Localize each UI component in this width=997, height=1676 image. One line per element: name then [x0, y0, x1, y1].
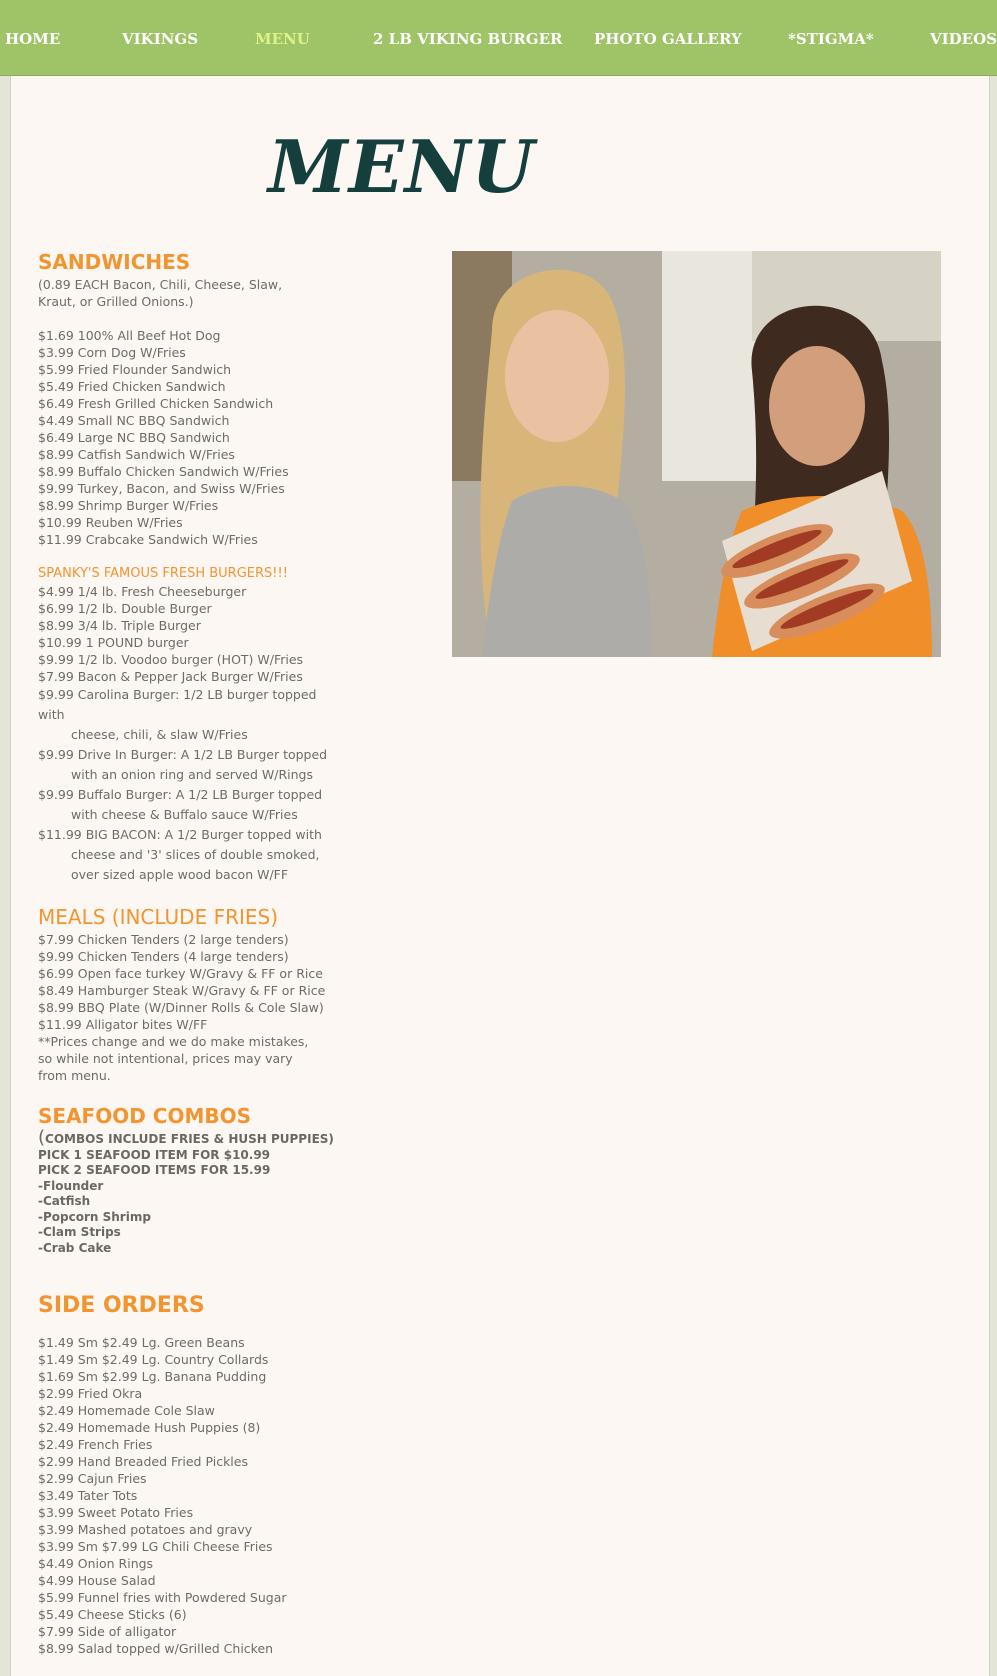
seafood-item: -Crab Cake	[38, 1240, 112, 1255]
menu-item: $4.49 Small NC BBQ Sandwich	[38, 413, 230, 428]
menu-item: $11.99 Crabcake Sandwich W/Fries	[38, 532, 258, 547]
menu-item: $7.99 Bacon & Pepper Jack Burger W/Fries	[38, 669, 303, 684]
menu-item: $8.99 Shrimp Burger W/Fries	[38, 498, 219, 513]
seafood-item: -Clam Strips	[38, 1225, 121, 1239]
menu-item: $5.49 Cheese Sticks (6)	[38, 1607, 187, 1622]
nav-stigma[interactable]: *STIGMA*	[788, 30, 874, 48]
menu-item: $2.49 Homemade Cole Slaw	[38, 1403, 215, 1418]
menu-item: $1.49 Sm $2.49 Lg. Green Beans	[38, 1335, 245, 1350]
nav-viking-burger[interactable]: 2 LB VIKING BURGER	[373, 30, 563, 48]
menu-item: $8.99 3/4 lb. Triple Burger	[38, 618, 201, 633]
section-heading: SANDWICHES	[38, 250, 191, 274]
menu-item: $6.49 Fresh Grilled Chicken Sandwich	[38, 396, 274, 411]
section-heading: SIDE ORDERS	[38, 1293, 205, 1318]
menu-item: $8.49 Hamburger Steak W/Gravy & FF or Rice	[38, 983, 326, 998]
menu-item: $5.49 Fried Chicken Sandwich	[38, 379, 226, 394]
menu-item: $5.99 Fried Flounder Sandwich	[38, 362, 232, 377]
combo-note: (COMBOS INCLUDE FRIES & HUSH PUPPIES)	[38, 1127, 334, 1148]
nav-videos[interactable]: VIDEOS	[930, 30, 997, 48]
menu-item: $8.99 Catfish Sandwich W/Fries	[38, 447, 235, 462]
menu-column	[38, 248, 338, 1657]
seafood-item: -Flounder	[38, 1178, 104, 1193]
nav-vikings[interactable]: VIKINGS	[122, 30, 199, 48]
menu-item: $4.49 Onion Rings	[38, 1556, 154, 1571]
hot-dogs-photo	[452, 251, 941, 657]
menu-item: $10.99 1 POUND burger	[38, 635, 189, 650]
menu-item: $3.99 Sm $7.99 LG Chili Cheese Fries	[38, 1539, 273, 1554]
menu-item: $11.99 BIG BACON: A 1/2 Burger topped with cheese and '3' slices of double smoked, over sized apple wood bacon W/FF	[38, 827, 322, 882]
menu-item: $9.99 Carolina Burger: 1/2 LB burger topped with cheese, chili, & slaw W/Fries	[38, 687, 317, 742]
menu-item: $9.99 Turkey, Bacon, and Swiss W/Fries	[38, 481, 285, 496]
menu-item: $8.99 Buffalo Chicken Sandwich W/Fries	[38, 464, 289, 479]
top-navigation	[0, 0, 997, 76]
sides-section	[38, 1292, 338, 1657]
meals-section	[38, 903, 338, 1084]
menu-item: $9.99 1/2 lb. Voodoo burger (HOT) W/Fries	[38, 652, 304, 667]
menu-item: $4.99 House Salad	[38, 1573, 156, 1588]
nav-menu[interactable]: MENU	[255, 30, 310, 48]
combo-price: PICK 1 SEAFOOD ITEM FOR $10.99	[38, 1147, 271, 1162]
menu-item: $9.99 Buffalo Burger: A 1/2 LB Burger topped with cheese & Buffalo sauce W/Fries	[38, 787, 323, 822]
menu-item: $3.99 Mashed potatoes and gravy	[38, 1522, 253, 1537]
menu-item: $5.99 Funnel fries with Powdered Sugar	[38, 1590, 287, 1605]
sandwiches-note: (0.89 EACH Bacon, Chili, Cheese, Slaw, Kraut, or Grilled Onions.)	[38, 277, 283, 309]
menu-item: $3.99 Corn Dog W/Fries	[38, 345, 186, 360]
section-heading: SEAFOOD COMBOS	[38, 1104, 252, 1128]
menu-item: $8.99 Salad topped w/Grilled Chicken	[38, 1641, 274, 1656]
burgers-section	[38, 565, 338, 885]
sandwiches-section	[38, 248, 338, 548]
menu-item: $3.99 Sweet Potato Fries	[38, 1505, 194, 1520]
menu-item: $6.99 1/2 lb. Double Burger	[38, 601, 212, 616]
nav-photo-gallery[interactable]: PHOTO GALLERY	[594, 30, 742, 48]
menu-item: $7.99 Chicken Tenders (2 large tenders)	[38, 932, 289, 947]
menu-item: $9.99 Drive In Burger: A 1/2 LB Burger topped with an onion ring and served W/Rings	[38, 747, 328, 782]
section-heading: SPANKY'S FAMOUS FRESH BURGERS!!!	[38, 566, 288, 581]
menu-item: $2.49 Homemade Hush Puppies (8)	[38, 1420, 261, 1435]
seafood-item: -Catfish	[38, 1194, 91, 1208]
menu-item: $6.99 Open face turkey W/Gravy & FF or Rice	[38, 966, 323, 981]
menu-item: $2.99 Hand Breaded Fried Pickles	[38, 1454, 248, 1469]
menu-item: $2.99 Fried Okra	[38, 1386, 143, 1401]
page-title: MENU	[268, 124, 536, 209]
menu-item: $1.49 Sm $2.49 Lg. Country Collards	[38, 1352, 269, 1367]
menu-item: $10.99 Reuben W/Fries	[38, 515, 183, 530]
section-heading: MEALS (INCLUDE FRIES)	[38, 905, 279, 929]
seafood-item: -Popcorn Shrimp	[38, 1209, 151, 1224]
seafood-section	[38, 1102, 338, 1256]
menu-item: $8.99 BBQ Plate (W/Dinner Rolls & Cole Slaw)	[38, 1000, 324, 1015]
menu-item: $7.99 Side of alligator	[38, 1624, 177, 1639]
combo-price: PICK 2 SEAFOOD ITEMS FOR 15.99	[38, 1163, 271, 1177]
menu-item: $9.99 Chicken Tenders (4 large tenders)	[38, 949, 289, 964]
nav-home[interactable]: HOME	[5, 30, 61, 48]
menu-item: $2.99 Cajun Fries	[38, 1471, 147, 1486]
menu-item: $11.99 Alligator bites W/FF	[38, 1017, 208, 1032]
price-disclaimer: **Prices change and we do make mistakes, so while not intentional, prices may vary from menu.	[38, 1034, 309, 1083]
menu-item: $4.99 1/4 lb. Fresh Cheeseburger	[38, 584, 247, 599]
menu-item: $1.69 Sm $2.99 Lg. Banana Pudding	[38, 1369, 267, 1384]
menu-item: $1.69 100% All Beef Hot Dog	[38, 328, 221, 343]
menu-item: $2.49 French Fries	[38, 1437, 153, 1452]
menu-item: $6.49 Large NC BBQ Sandwich	[38, 430, 230, 445]
menu-item: $3.49 Tater Tots	[38, 1488, 138, 1503]
